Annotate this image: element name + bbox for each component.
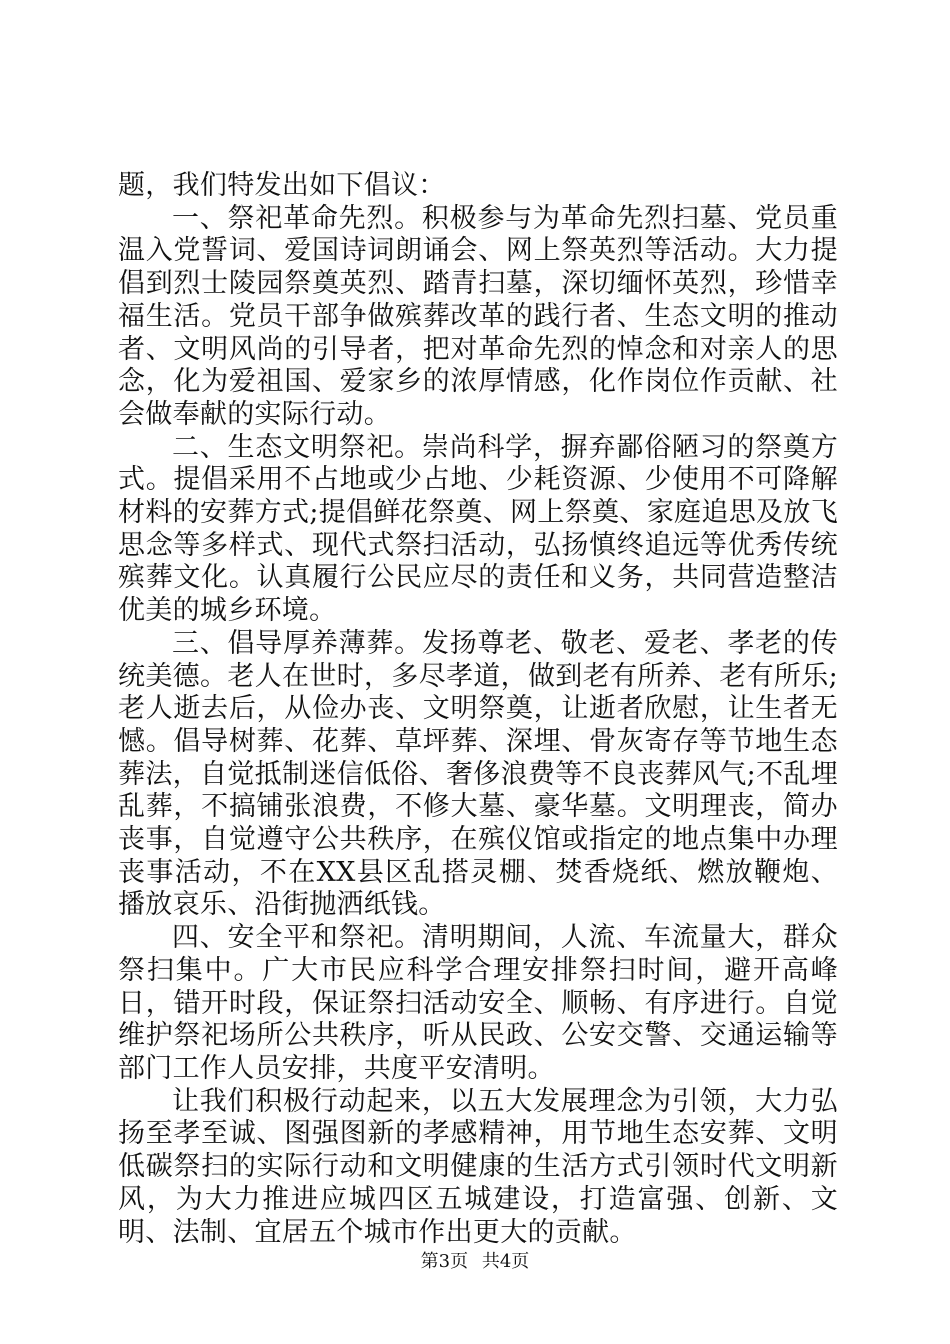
paragraph-martyrs: 一、祭祀革命先烈。积极参与为革命先烈扫墓、党员重温入党誓词、爱国诗词朗诵会、网上祭英烈等活动。大力提倡到烈士陵园祭奠英烈、踏青扫墓，深切缅怀英烈，珍惜幸福生活。党员干部争做殡葬改革的践行者、生态文明的推动者、文明风尚的引导者，把对革命先烈的悼念和对亲人的思念，化为爱祖国、爱家乡的浓厚情感，化作岗位作贡献、社会做奉献的实际行动。 [118, 202, 838, 430]
paragraph-eco-sacrifice: 二、生态文明祭祀。崇尚科学，摒弃鄙俗陋习的祭奠方式。提倡采用不占地或少占地、少耗资源、少使用不可降解材料的安葬方式;提倡鲜花祭奠、网上祭奠、家庭追思及放飞思念等多样式、现代式祭扫活动，弘扬慎终追远等优秀传统殡葬文化。认真履行公民应尽的责任和义务，共同营造整洁优美的城乡环境。 [118, 431, 838, 627]
page-footer [0, 1247, 950, 1273]
page-total: 共4页 [481, 1251, 530, 1272]
paragraph-safe-sacrifice: 四、安全平和祭祀。清明期间，人流、车流量大，群众祭扫集中。广大市民应科学合理安排祭扫时间，避开高峰日，错开时段，保证祭扫活动安全、顺畅、有序进行。自觉维护祭祀场所公共秩序，听从民政、公安交警、交通运输等部门工作人员安排，共度平安清明。 [118, 922, 838, 1084]
document-body [118, 170, 838, 1249]
paragraph-thick-care-thin-burial: 三、倡导厚养薄葬。发扬尊老、敬老、爱老、孝老的传统美德。老人在世时，多尽孝道，做到老有所养、老有所乐;老人逝去后，从俭办丧、文明祭奠，让逝者欣慰，让生者无憾。倡导树葬、花葬、草坪葬、深埋、骨灰寄存等节地生态葬法，自觉抵制迷信低俗、奢侈浪费等不良丧葬风气;不乱埋乱葬，不搞铺张浪费，不修大墓、豪华墓。文明理丧，简办丧事，自觉遵守公共秩序，在殡仪馆或指定的地点集中办理丧事活动，不在XX县区乱搭灵棚、焚香烧纸、燃放鞭炮、播放哀乐、沿街抛洒纸钱。 [118, 627, 838, 921]
page-number: 第3页 [420, 1251, 469, 1272]
paragraph-closing-call: 让我们积极行动起来，以五大发展理念为引领，大力弘扬至孝至诚、图强图新的孝感精神，用节地生态安葬、文明低碳祭扫的实际行动和文明健康的生活方式引领时代文明新风，为大力推进应城四区五城建设，打造富强、创新、文明、法制、宜居五个城市作出更大的贡献。 [118, 1085, 838, 1248]
lead-in-line: 题，我们特发出如下倡议： [118, 170, 446, 201]
